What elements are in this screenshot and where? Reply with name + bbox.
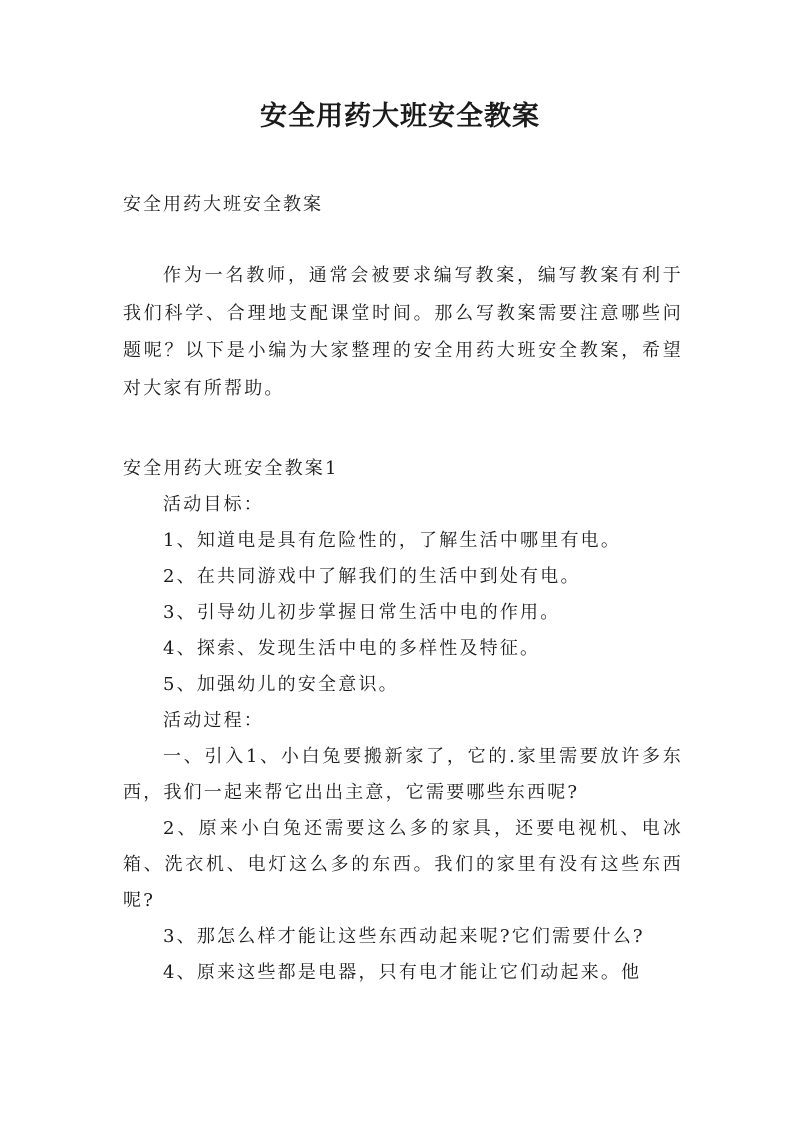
paragraph-goal-4: 4、探索、发现生活中电的多样性及特征。 (163, 638, 541, 659)
document-title: 安全用药大班安全教案 (260, 101, 540, 132)
section-heading: 安全用药大班安全教案1 (123, 458, 339, 479)
paragraph-activity-goals: 活动目标： (163, 494, 264, 515)
paragraph-goal-5: 5、加强幼儿的安全意识。 (163, 674, 399, 695)
paragraph-process-3: 3、那怎么样才能让这些东西动起来呢?它们需要什么? (163, 926, 645, 947)
paragraph-process-2: 2、原来小白兔还需要这么多的家具，还要电视机、电冰箱、洗衣机、电灯这么多的东西。我们的家里有没有这些东西呢? (123, 818, 683, 911)
paragraph-activity-process: 活动过程： (163, 710, 264, 731)
document-subtitle: 安全用药大班安全教案 (123, 194, 323, 215)
paragraph-goal-1: 1、知道电是具有危险性的，了解生活中哪里有电。 (163, 530, 622, 551)
paragraph-goal-3: 3、引导幼儿初步掌握日常生活中电的作用。 (163, 602, 561, 623)
paragraph-process-4: 4、原来这些都是电器，只有电才能让它们动起来。他 (163, 962, 642, 983)
intro-paragraph: 作为一名教师，通常会被要求编写教案，编写教案有利于我们科学、合理地支配课堂时间。那么写教案需要注意哪些问题呢？以下是小编为大家整理的安全用药大班安全教案，希望对大家有所帮助。 (123, 265, 683, 399)
document-body (123, 451, 683, 991)
paragraph-process-1: 一、引入1、小白兔要搬新家了，它的.家里需要放许多东西，我们一起来帮它出出主意，它需要哪些东西呢? (123, 746, 683, 803)
paragraph-goal-2: 2、在共同游戏中了解我们的生活中到处有电。 (163, 566, 581, 587)
